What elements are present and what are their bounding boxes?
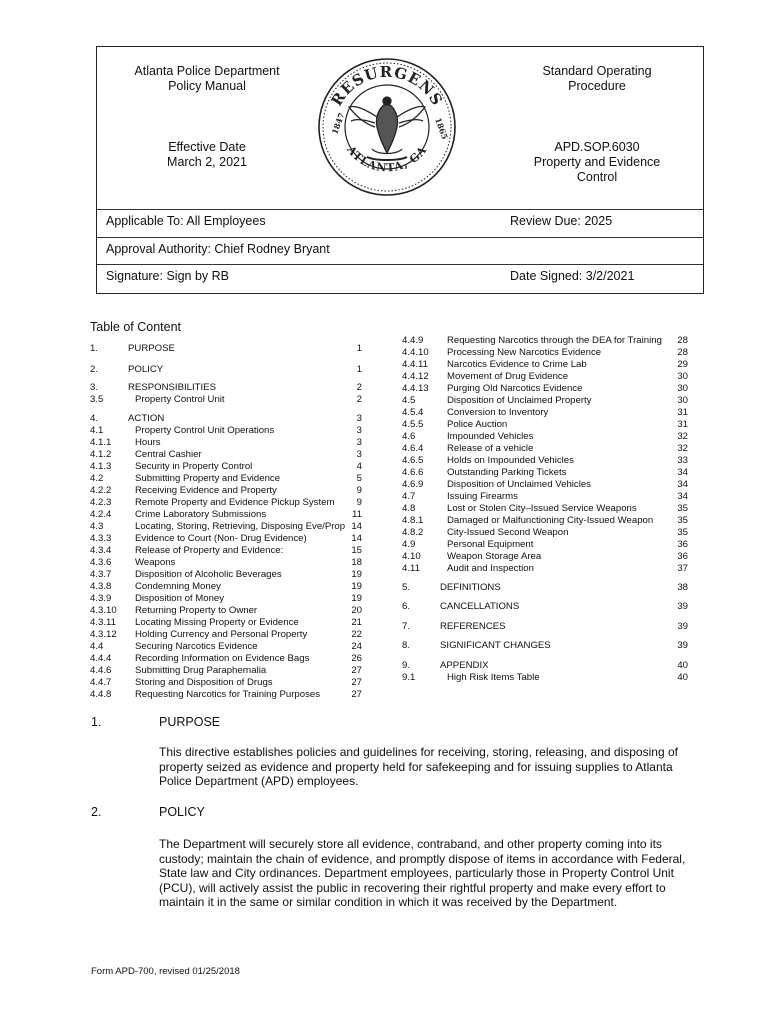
toc-page-number: 14 (351, 521, 362, 532)
toc-entry[interactable] (402, 582, 688, 594)
toc-entry[interactable] (402, 527, 688, 539)
toc-entry[interactable] (90, 533, 362, 545)
toc-entry[interactable] (90, 497, 362, 509)
sop-type (507, 64, 687, 94)
sop-line-1: Standard Operating (542, 64, 652, 78)
toc-page-number: 39 (677, 601, 688, 612)
toc-page-number: 14 (351, 533, 362, 544)
toc-entry[interactable] (402, 515, 688, 527)
svg-text:ATLANTA, GA: ATLANTA, GA (344, 143, 430, 175)
toc-page-number: 34 (677, 479, 688, 490)
toc-page-number: 1 (356, 364, 362, 375)
toc-title-text: DEFINITIONS (440, 582, 501, 593)
toc-page-number: 35 (677, 515, 688, 526)
toc-entry[interactable] (402, 563, 688, 575)
toc-number: 4.5.5 (402, 419, 424, 430)
toc-entry[interactable] (90, 605, 362, 617)
toc-entry[interactable] (402, 621, 688, 633)
toc-title-text: Central Cashier (135, 449, 202, 460)
dept-line-2: Policy Manual (168, 79, 246, 93)
toc-page-number: 30 (677, 395, 688, 406)
toc-title-text: Submitting Property and Evidence (135, 473, 281, 484)
toc-title-text: Remote Property and Evidence Pickup System (135, 497, 335, 508)
toc-title-text: Personal Equipment (447, 539, 534, 550)
toc-entry[interactable] (90, 581, 362, 593)
toc-number: 4.3.6 (90, 557, 112, 568)
toc-title-text: Release of Property and Evidence: (135, 545, 284, 556)
toc-entry[interactable] (90, 449, 362, 461)
toc-entry[interactable] (402, 539, 688, 551)
toc-title-text: Disposition of Money (135, 593, 225, 604)
toc-number: 4.10 (402, 551, 421, 562)
toc-entry[interactable] (402, 359, 688, 371)
toc-number: 4.9 (402, 539, 416, 550)
toc-entry[interactable] (402, 443, 688, 455)
header-box (96, 46, 704, 294)
toc-entry[interactable] (402, 395, 688, 407)
toc-title-text: Weapon Storage Area (447, 551, 542, 562)
section-2-title: POLICY (159, 805, 205, 819)
section-1-number: 1. (91, 715, 102, 729)
toc-entry[interactable] (402, 371, 688, 383)
toc-page-number: 35 (677, 527, 688, 538)
toc-title-text: Audit and Inspection (447, 563, 534, 574)
toc-entry[interactable] (402, 455, 688, 467)
toc-page-number: 30 (677, 383, 688, 394)
toc-title-text: Conversion to Inventory (447, 407, 549, 418)
sop-title-1: Property and Evidence (533, 155, 661, 169)
toc-title-text: Damaged or Malfunctioning City-Issued Weapon (447, 515, 654, 526)
svg-text:1847: 1847 (329, 111, 347, 136)
toc-number: 4.4.8 (90, 689, 112, 700)
toc-title-text: Evidence to Court (Non- Drug Evidence) (135, 533, 307, 544)
toc-page-number: 31 (677, 419, 688, 430)
toc-page-number: 37 (677, 563, 688, 574)
toc-number: 4.6.4 (402, 443, 424, 454)
toc-title-text: REFERENCES (440, 621, 506, 632)
toc-page-number: 24 (351, 641, 362, 652)
approval-row (97, 237, 703, 265)
toc-entry[interactable] (90, 509, 362, 521)
toc-page-number: 32 (677, 443, 688, 454)
toc-title-text: PURPOSE (128, 343, 175, 354)
toc-number: 4.4.4 (90, 653, 112, 664)
toc-title-text: POLICY (128, 364, 164, 375)
toc-number: 4.11 (402, 563, 420, 574)
toc-entry[interactable] (402, 419, 688, 431)
sop-title-2: Control (576, 170, 618, 184)
review-due: Review Due: 2025 (510, 214, 613, 228)
toc-title-text: Hours (135, 437, 161, 448)
toc-number: 8. (402, 640, 411, 651)
toc-title-text: Receiving Evidence and Property (135, 485, 277, 496)
toc-page-number: 27 (351, 677, 362, 688)
toc-entry[interactable] (90, 677, 362, 689)
toc-number: 4.4.6 (90, 665, 112, 676)
toc-entry[interactable] (90, 557, 362, 569)
toc-title-text: Issuing Firearms (447, 491, 518, 502)
toc-number: 4.7 (402, 491, 416, 502)
toc-title-text: SIGNIFICANT CHANGES (440, 640, 551, 651)
toc-number: 4.3.4 (90, 545, 112, 556)
toc-page-number: 11 (352, 509, 362, 520)
toc-entry[interactable] (402, 383, 688, 395)
toc-entry[interactable] (90, 382, 362, 394)
toc-entry[interactable] (402, 407, 688, 419)
toc-page-number: 39 (677, 621, 688, 632)
toc-page-number: 2 (356, 394, 362, 405)
toc-page-number: 1 (356, 343, 362, 354)
toc-title-text: Disposition of Unclaimed Vehicles (447, 479, 591, 490)
toc-title-text: Release of a vehicle (447, 443, 534, 454)
toc-number: 4.2.3 (90, 497, 112, 508)
toc-title-text: Holding Currency and Personal Property (135, 629, 308, 640)
toc-page-number: 27 (351, 689, 362, 700)
form-footer: Form APD-700, revised 01/25/2018 (91, 966, 240, 977)
atlanta-city-seal-icon (317, 57, 457, 197)
toc-number: 4.1.3 (90, 461, 112, 472)
toc-entry[interactable] (90, 653, 362, 665)
toc-title-text: Locating Missing Property or Evidence (135, 617, 299, 628)
toc-entry[interactable] (90, 593, 362, 605)
toc-entry[interactable] (402, 503, 688, 515)
svg-text:RESURGENS: RESURGENS (327, 62, 447, 110)
toc-number: 7. (402, 621, 411, 632)
toc-number: 4. (90, 413, 99, 424)
toc-number: 4.2.4 (90, 509, 112, 520)
toc-title-text: Locating, Storing, Retrieving, Disposing Eve/Prop (135, 521, 346, 532)
toc-number: 3. (90, 382, 99, 393)
toc-page-number: 28 (677, 335, 688, 346)
toc-page-number: 40 (677, 660, 688, 671)
applicable-row (97, 209, 703, 237)
toc-entry[interactable] (402, 479, 688, 491)
toc-entry[interactable] (402, 601, 688, 613)
sop-line-2: Procedure (568, 79, 626, 93)
toc-page-number: 28 (677, 347, 688, 358)
toc-page-number: 15 (351, 545, 362, 556)
toc-number: 4.2 (90, 473, 104, 484)
effective-date: March 2, 2021 (167, 155, 247, 169)
toc-number: 4.3.9 (90, 593, 112, 604)
dept-line-1: Atlanta Police Department (134, 64, 280, 78)
toc-page-number: 18 (351, 557, 362, 568)
toc-title-text: Movement of Drug Evidence (447, 371, 569, 382)
toc-title-text: Purging Old Narcotics Evidence (447, 383, 583, 394)
toc-number: 4.1 (90, 425, 104, 436)
toc-page-number: 32 (677, 431, 688, 442)
toc-title-text: Impounded Vehicles (447, 431, 534, 442)
toc-number: 4.4.12 (402, 371, 429, 382)
toc-number: 4.3.8 (90, 581, 112, 592)
toc-number: 9. (402, 660, 411, 671)
signature-row (97, 264, 703, 294)
toc-number: 4.8.1 (402, 515, 424, 526)
toc-page-number: 27 (351, 665, 362, 676)
toc-page-number: 29 (677, 359, 688, 370)
toc-entry[interactable] (402, 347, 688, 359)
toc-entry[interactable] (90, 521, 362, 533)
toc-title-text: Requesting Narcotics for Training Purposes (135, 689, 321, 700)
toc-page-number: 31 (677, 407, 688, 418)
toc-title-text: Recording Information on Evidence Bags (135, 653, 310, 664)
toc-title-text: Weapons (135, 557, 176, 568)
section-2-number: 2. (91, 805, 102, 819)
toc-number: 6. (402, 601, 411, 612)
toc-entry[interactable] (90, 665, 362, 677)
toc-number: 1. (90, 343, 99, 354)
toc-number: 4.3 (90, 521, 104, 532)
toc-page-number: 38 (677, 582, 688, 593)
effective-date-block (117, 140, 297, 170)
toc-number: 4.5.4 (402, 407, 424, 418)
toc-entry[interactable] (90, 629, 362, 641)
toc-page-number: 30 (677, 371, 688, 382)
toc-number: 4.1.2 (90, 449, 112, 460)
toc-page-number: 22 (351, 629, 362, 640)
toc-title-text: Disposition of Unclaimed Property (447, 395, 592, 406)
toc-title-text: Submitting Drug Paraphernalia (135, 665, 267, 676)
toc-title-text: RESPONSIBILITIES (128, 382, 216, 393)
toc-entry[interactable] (90, 364, 362, 376)
toc-entry[interactable] (90, 641, 362, 653)
toc-page-number: 19 (351, 593, 362, 604)
toc-title-text: Holds on Impounded Vehicles (447, 455, 574, 466)
toc-entry[interactable] (90, 545, 362, 557)
toc-number: 4.6.5 (402, 455, 424, 466)
toc-number: 4.3.10 (90, 605, 117, 616)
toc-number: 4.3.11 (90, 617, 116, 628)
toc-title-text: Disposition of Alcoholic Beverages (135, 569, 282, 580)
sop-identity (507, 140, 687, 185)
applicable-to: Applicable To: All Employees (106, 214, 266, 228)
toc-title-text: High Risk Items Table (447, 672, 540, 683)
toc-title-text: Returning Property to Owner (135, 605, 258, 616)
toc-page-number: 19 (351, 569, 362, 580)
toc-title-text: Property Control Unit (135, 394, 225, 405)
toc-page-number: 4 (356, 461, 362, 472)
toc-number: 4.2.2 (90, 485, 112, 496)
toc-entry[interactable] (90, 461, 362, 473)
section-1-title: PURPOSE (159, 715, 221, 729)
toc-page-number: 33 (677, 455, 688, 466)
approval-authority: Approval Authority: Chief Rodney Bryant (106, 242, 330, 256)
toc-entry[interactable] (90, 617, 362, 629)
signature: Signature: Sign by RB (106, 269, 229, 283)
toc-entry[interactable] (90, 437, 362, 449)
toc-entry[interactable] (90, 394, 362, 406)
date-signed: Date Signed: 3/2/2021 (510, 269, 635, 283)
toc-title-text: Storing and Disposition of Drugs (135, 677, 273, 688)
sop-number: APD.SOP.6030 (554, 140, 640, 154)
toc-entry[interactable] (402, 467, 688, 479)
toc-page-number: 35 (677, 503, 688, 514)
toc-number: 4.8 (402, 503, 416, 514)
toc-title: Table of Content (90, 320, 182, 334)
toc-entry[interactable] (402, 491, 688, 503)
toc-number: 4.4 (90, 641, 104, 652)
toc-entry[interactable] (402, 431, 688, 443)
toc-number: 4.3.7 (90, 569, 112, 580)
toc-page-number: 39 (677, 640, 688, 651)
toc-title-text: Crime Laboratory Submissions (135, 509, 267, 520)
toc-entry[interactable] (90, 485, 362, 497)
toc-number: 4.1.1 (90, 437, 112, 448)
purpose-paragraph: This directive establishes policies and guidelines for receiving, storing, releasing, and disposing of property seized as evidence and property held for safekeeping and for issuing supplies to Atlanta Police Department (APD) employees. (159, 745, 678, 788)
toc-entry[interactable] (90, 425, 362, 437)
toc-entry[interactable] (90, 689, 362, 701)
toc-title-text: APPENDIX (440, 660, 489, 671)
toc-number: 4.5 (402, 395, 416, 406)
toc-entry[interactable] (402, 335, 688, 347)
toc-number: 4.4.9 (402, 335, 424, 346)
toc-page-number: 20 (351, 605, 362, 616)
toc-entry[interactable] (90, 343, 362, 355)
toc-number: 3.5 (90, 394, 104, 405)
toc-page-number: 9 (356, 497, 362, 508)
toc-number: 4.6.9 (402, 479, 424, 490)
toc-number: 4.4.10 (402, 347, 429, 358)
toc-title-text: Securing Narcotics Evidence (135, 641, 258, 652)
toc-page-number: 3 (356, 413, 362, 424)
toc-page-number: 2 (356, 382, 362, 393)
toc-title-text: ACTION (128, 413, 165, 424)
toc-number: 9.1 (402, 672, 416, 683)
toc-page-number: 26 (351, 653, 362, 664)
toc-title-text: Outstanding Parking Tickets (447, 467, 567, 478)
toc-entry[interactable] (90, 413, 362, 425)
toc-entry[interactable] (402, 660, 688, 672)
toc-page-number: 36 (677, 551, 688, 562)
toc-title-text: Property Control Unit Operations (135, 425, 275, 436)
toc-number: 4.4.7 (90, 677, 112, 688)
toc-entry[interactable] (402, 551, 688, 563)
toc-page-number: 3 (356, 449, 362, 460)
toc-number: 5. (402, 582, 411, 593)
toc-title-text: Requesting Narcotics through the DEA for Training (447, 335, 662, 346)
toc-page-number: 5 (356, 473, 362, 484)
toc-title-text: Narcotics Evidence to Crime Lab (447, 359, 587, 370)
toc-page-number: 21 (351, 617, 362, 628)
svg-text:1865: 1865 (433, 116, 451, 141)
toc-title-text: Security in Property Control (135, 461, 253, 472)
toc-page-number: 40 (677, 672, 688, 683)
toc-page-number: 36 (677, 539, 688, 550)
toc-title-text: Condemning Money (135, 581, 221, 592)
effective-label: Effective Date (168, 140, 246, 154)
toc-title-text: Lost or Stolen City–Issued Service Weapons (447, 503, 637, 514)
toc-title-text: CANCELLATIONS (440, 601, 520, 612)
toc-number: 4.4.13 (402, 383, 429, 394)
toc-number: 2. (90, 364, 99, 375)
toc-number: 4.6.6 (402, 467, 424, 478)
toc-entry[interactable] (90, 473, 362, 485)
toc-number: 4.3.3 (90, 533, 112, 544)
toc-title-text: Processing New Narcotics Evidence (447, 347, 602, 358)
toc-entry[interactable] (90, 569, 362, 581)
policy-paragraph: The Department will securely store all evidence, contraband, and other property coming into its custody; maintain the chain of evidence, and promptly dispose of items in accordance with Federal, State law and City ordinances. Department employees, particularly those in Property Control Unit (PCU), will actively assist the public in recovering their rightful property and make every effort to maintain it in the same or similar condition in which it was received by the Department. (159, 837, 686, 909)
toc-page-number: 3 (356, 425, 362, 436)
toc-page-number: 19 (351, 581, 362, 592)
toc-page-number: 3 (356, 437, 362, 448)
toc-number: 4.4.11 (402, 359, 428, 370)
toc-entry[interactable] (402, 640, 688, 652)
toc-title-text: Police Auction (447, 419, 508, 430)
toc-title-text: City-Issued Second Weapon (447, 527, 569, 538)
toc-number: 4.3.12 (90, 629, 117, 640)
toc-number: 4.6 (402, 431, 416, 442)
department-name (117, 64, 297, 94)
toc-number: 4.8.2 (402, 527, 424, 538)
toc-entry[interactable] (402, 672, 688, 684)
toc-page-number: 34 (677, 491, 688, 502)
toc-page-number: 9 (356, 485, 362, 496)
toc-page-number: 34 (677, 467, 688, 478)
